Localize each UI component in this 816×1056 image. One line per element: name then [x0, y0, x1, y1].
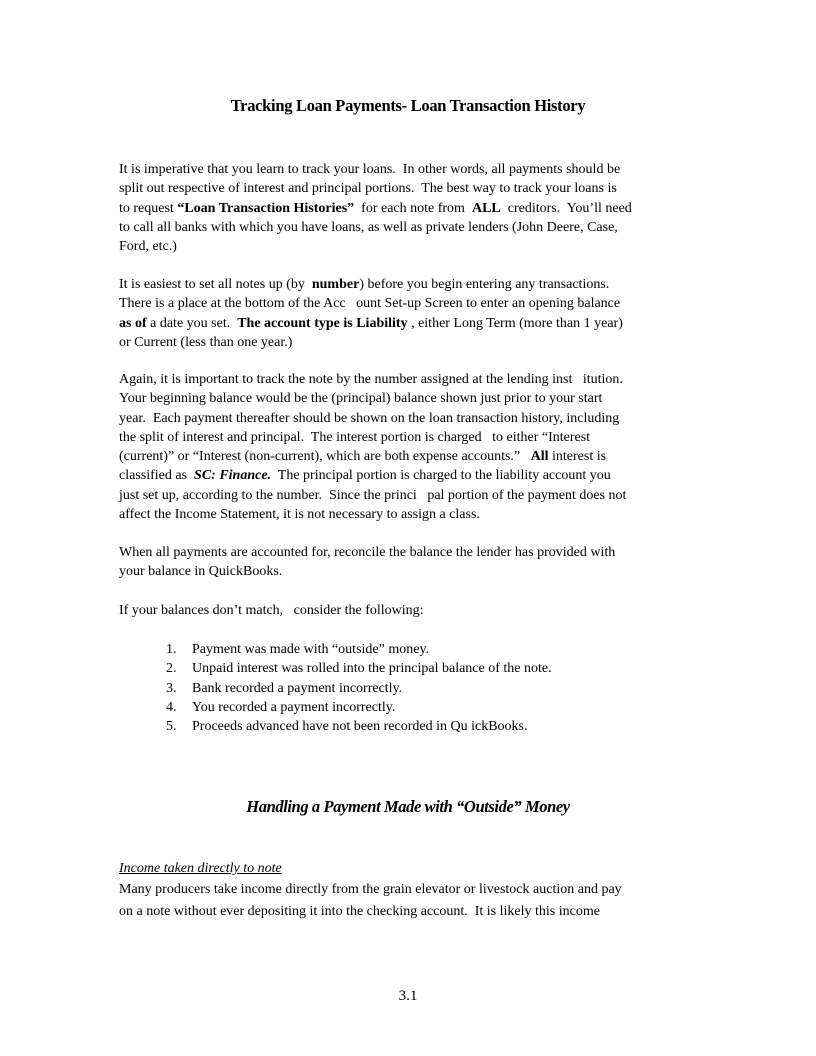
- page-number: 3.1: [398, 988, 418, 1004]
- paragraph-mismatch: [119, 601, 687, 620]
- text-line: the split of interest and principal. The interest portion is charged to either “Interest: [119, 429, 591, 445]
- text-span: creditors. You’ll need: [500, 200, 632, 216]
- list-item: [166, 717, 552, 736]
- text-line: your balance in QuickBooks.: [119, 564, 283, 580]
- paragraph-reconcile: [119, 543, 687, 582]
- text-line: When all payments are accounted for, reconcile the balance the lender has provided with: [119, 545, 616, 560]
- subheading: [119, 859, 687, 878]
- bold-term: ALL: [471, 200, 501, 216]
- bold-term: as of: [119, 315, 147, 331]
- text-line: affect the Income Statement, it is not necessary to assign a class.: [119, 507, 480, 523]
- text-span: classified as: [119, 468, 195, 484]
- bold-term: number: [311, 277, 360, 292]
- list-text: Proceeds advanced have not been recorded in Qu ickBooks.: [192, 719, 528, 735]
- list-number: 4.: [166, 699, 177, 715]
- text-span: a date you set.: [146, 315, 238, 331]
- list-item: [166, 640, 552, 659]
- bold-term: “Loan Transaction Histories”: [177, 200, 355, 216]
- text-span: It is easiest to set all notes up (by: [119, 277, 312, 292]
- list-number: 1.: [166, 642, 177, 657]
- text-span: (current)” or “Interest (non-current), which are both expense accounts.”: [119, 449, 531, 465]
- text-line: Again, it is important to track the note by the number assigned at the lending inst itution.: [119, 372, 623, 387]
- text-line: Many producers take income directly from the grain elevator or livestock auction and pay: [119, 882, 622, 897]
- list-text: You recorded a payment incorrectly.: [192, 699, 396, 715]
- text-line: or Current (less than one year.): [119, 334, 293, 350]
- text-span: to request: [119, 200, 178, 216]
- list-number: 2.: [166, 661, 177, 677]
- text-line: There is a place at the bottom of the Acc ount Set-up Screen to enter an opening balance: [119, 296, 621, 312]
- bold-term: All: [530, 449, 549, 465]
- list-item: [166, 679, 552, 698]
- text-line: Ford, etc.): [119, 239, 177, 255]
- paragraph-tracking: [119, 370, 687, 524]
- text-span: interest is: [548, 449, 607, 465]
- text-line: on a note without ever depositing it into the checking account. It is likely this income: [119, 903, 600, 919]
- list-text: Bank recorded a payment incorrectly.: [192, 680, 403, 696]
- paragraph-setup: [119, 275, 687, 352]
- section-title: Handling a Payment Made with “Outside” Money: [246, 797, 570, 816]
- paragraph-income: [119, 879, 687, 922]
- reasons-list: [166, 640, 552, 736]
- paragraph-intro: [119, 160, 687, 256]
- text-line: split out respective of interest and principal portions. The best way to track your loans is: [119, 181, 617, 197]
- text-line: just set up, according to the number. Since the princi pal portion of the payment does not: [119, 487, 627, 503]
- text-span: ) before you begin entering any transactions.: [359, 277, 610, 292]
- list-text: Payment was made with “outside” money.: [192, 642, 430, 657]
- list-item: [166, 698, 552, 717]
- text-line: [119, 199, 687, 218]
- text-span: The principal portion is charged to the liability account you: [271, 468, 611, 484]
- text-line: [119, 275, 687, 294]
- bold-term: The account type is Liability: [237, 315, 408, 331]
- text-span: for each note from: [354, 200, 472, 216]
- subheading-text: Income taken directly to note: [119, 861, 282, 876]
- bold-italic-term: SC: Finance.: [194, 468, 272, 484]
- text-line: If your balances don’t match, consider the following:: [119, 603, 424, 618]
- list-text: Unpaid interest was rolled into the principal balance of the note.: [192, 661, 552, 677]
- text-line: [119, 314, 687, 333]
- text-line: Your beginning balance would be the (principal) balance shown just prior to your start: [119, 391, 603, 407]
- page-title: Tracking Loan Payments- Loan Transaction History: [230, 96, 586, 115]
- text-line: [119, 466, 687, 485]
- text-line: It is imperative that you learn to track your loans. In other words, all payments should be: [119, 162, 621, 177]
- list-number: 5.: [166, 719, 177, 735]
- list-number: 3.: [166, 680, 177, 696]
- text-span: , either Long Term (more than 1 year): [407, 315, 623, 331]
- text-line: [119, 447, 687, 466]
- text-line: year. Each payment thereafter should be shown on the loan transaction history, including: [119, 410, 620, 426]
- text-line: to call all banks with which you have loans, as well as private lenders (John Deere, Case,: [119, 219, 618, 235]
- list-item: [166, 659, 552, 678]
